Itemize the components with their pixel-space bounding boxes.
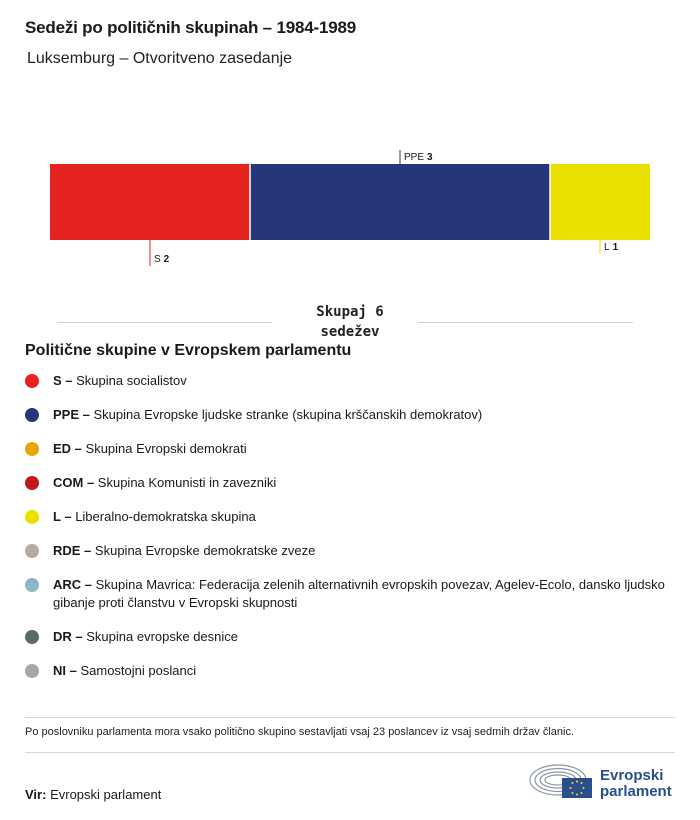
legend-item [25, 372, 665, 390]
legend-color-dot [25, 664, 39, 678]
segment-seat-count: 1 [612, 242, 619, 253]
legend-color-dot [25, 476, 39, 490]
source [25, 787, 161, 802]
legend-color-dot [25, 510, 39, 524]
bar-segment-l [550, 164, 650, 240]
seat-bar-chart [0, 140, 700, 280]
logo-text [600, 768, 672, 800]
legend-item [25, 542, 665, 560]
logo-text-line1: Evropski [600, 767, 664, 784]
total-seats-line1: Skupaj 6 [316, 304, 384, 320]
legend-item [25, 662, 665, 680]
legend-abbr: DR – [53, 629, 83, 644]
source-label: Vir: [25, 787, 47, 802]
total-line-right [418, 322, 633, 323]
legend-name: Skupina Komunisti in zavezniki [97, 475, 277, 490]
segment-party-name: L [604, 242, 610, 253]
legend-item [25, 508, 665, 526]
legend-abbr: ED – [53, 441, 82, 456]
legend-name: Skupina Evropski demokrati [85, 441, 247, 456]
bar-segment-s [50, 164, 250, 240]
legend-color-dot [25, 630, 39, 644]
legend-color-dot [25, 442, 39, 456]
legend-item [25, 628, 665, 646]
legend-abbr: NI – [53, 663, 77, 678]
segment-label-l [604, 242, 619, 253]
legend-abbr: L – [53, 509, 72, 524]
segment-label-ppe [404, 152, 433, 163]
footnote: Po poslovniku parlamenta mora vsako politično skupino sestavljati vsaj 23 poslancev iz vsaj sedmih držav članic. [25, 726, 575, 738]
segment-seat-count: 3 [427, 152, 433, 163]
legend-abbr: PPE – [53, 407, 90, 422]
legend [25, 372, 665, 696]
chart-title: Sedeži po političnih skupinah – 1984-1989 [25, 18, 356, 37]
total-seats-label [270, 302, 430, 342]
legend-name: Liberalno-demokratska skupina [75, 509, 256, 524]
legend-abbr: COM – [53, 475, 95, 490]
legend-item [25, 406, 665, 424]
bar-segment-ppe [250, 164, 550, 240]
segment-label-s [154, 254, 170, 265]
total-line-left [57, 322, 272, 323]
legend-item [25, 474, 665, 492]
segment-seat-count: 2 [163, 254, 170, 265]
segment-party-name: S [154, 254, 161, 265]
total-seats-line2: sedežev [320, 324, 380, 340]
segment-party-name: PPE [404, 152, 425, 163]
legend-abbr: S – [53, 373, 73, 388]
legend-title: Politične skupine v Evropskem parlamentu [25, 342, 352, 359]
legend-item [25, 576, 665, 612]
legend-abbr: RDE – [53, 543, 92, 558]
legend-item [25, 440, 665, 458]
logo-text-line2: parlament [600, 783, 672, 800]
legend-color-dot [25, 408, 39, 422]
legend-name: Skupina socialistov [76, 373, 187, 388]
chart-subtitle: Luksemburg – Otvoritveno zasedanje [27, 50, 293, 67]
legend-name: Skupina Evropske demokratske zveze [94, 543, 316, 558]
legend-name: Skupina evropske desnice [86, 629, 239, 644]
note-separator-bottom [25, 752, 675, 753]
legend-abbr: ARC – [53, 577, 93, 592]
legend-name: Skupina Mavrica: Federacija zelenih alternativnih evropskih povezav, Agelev-Ecolo, dansko ljudsko gibanje proti članstvu v Evropski skupnosti [53, 577, 665, 610]
legend-color-dot [25, 578, 39, 592]
legend-color-dot [25, 374, 39, 388]
legend-color-dot [25, 544, 39, 558]
note-separator-top [25, 717, 675, 718]
legend-name: Samostojni poslanci [80, 663, 197, 678]
legend-name: Skupina Evropske ljudske stranke (skupina krščanskih demokratov) [93, 407, 483, 422]
source-value: Evropski parlament [50, 787, 162, 802]
